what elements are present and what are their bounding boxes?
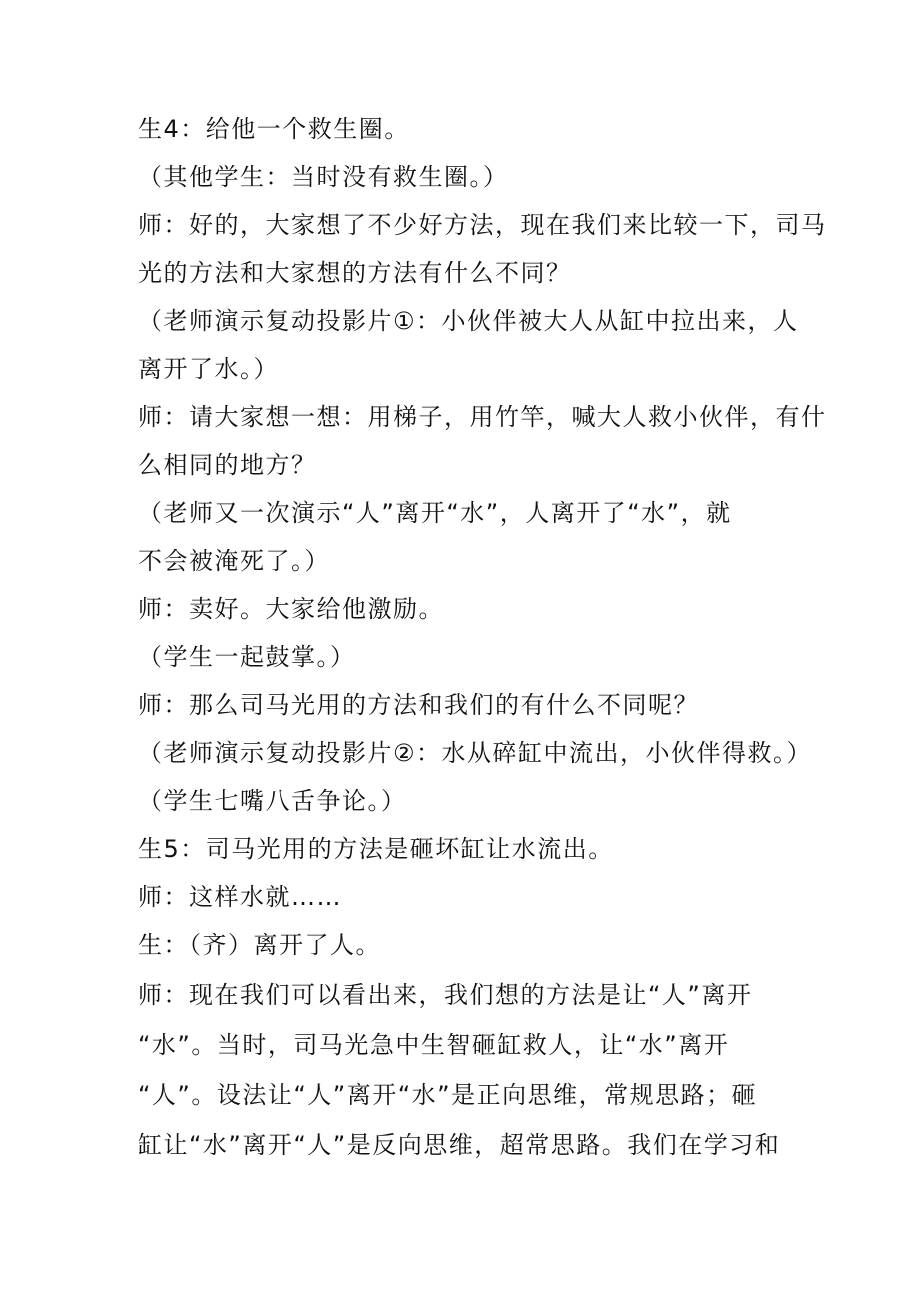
- text-line: 师：请大家想一想：用梯子，用竹竿，喊大人救小伙伴，有什: [138, 403, 827, 431]
- text-line: 师：好的，大家想了不少好方法，现在我们来比较一下，司马: [138, 211, 827, 239]
- text-line: 生4：给他一个救生圈。: [138, 115, 410, 143]
- text-line: 离开了水。）: [138, 355, 279, 383]
- text-line: 不会被淹死了。）: [138, 547, 330, 575]
- text-line: 师：这样水就……: [138, 883, 342, 911]
- text-line: （老师又一次演示“人”离开“水”，人离开了“水”，就: [138, 499, 732, 527]
- text-line: 生5：司马光用的方法是砸坏缸让水流出。: [138, 835, 614, 863]
- text-line: 缸让“水”离开“人”是反向思维，超常思路。我们在学习和: [138, 1131, 781, 1159]
- text-line: 师：卖好。大家给他激励。: [138, 595, 444, 623]
- text-line: 光的方法和大家想的方法有什么不同？: [138, 259, 572, 287]
- text-line: 么相同的地方？: [138, 451, 317, 479]
- text-line: （老师演示复动投影片①：小伙伴被大人从缸中拉出来，人: [138, 307, 799, 335]
- text-line: 生：（齐）离开了人。: [138, 931, 381, 959]
- text-line: （学生一起鼓掌。）: [138, 643, 356, 671]
- text-line: （其他学生：当时没有救生圈。）: [138, 163, 509, 191]
- text-line: 师：那么司马光用的方法和我们的有什么不同呢？: [138, 691, 699, 719]
- text-line: “水”。当时，司马光急中生智砸缸救人，让“水”离开: [138, 1031, 730, 1059]
- text-line: （老师演示复动投影片②：水从碎缸中流出，小伙伴得救。）: [138, 739, 813, 767]
- text-line: “人”。设法让“人”离开“水”是正向思维，常规思路；砸: [138, 1081, 758, 1109]
- text-line: 师：现在我们可以看出来，我们想的方法是让“人”离开: [138, 981, 753, 1009]
- text-line: （学生七嘴八舌争论。）: [138, 787, 407, 815]
